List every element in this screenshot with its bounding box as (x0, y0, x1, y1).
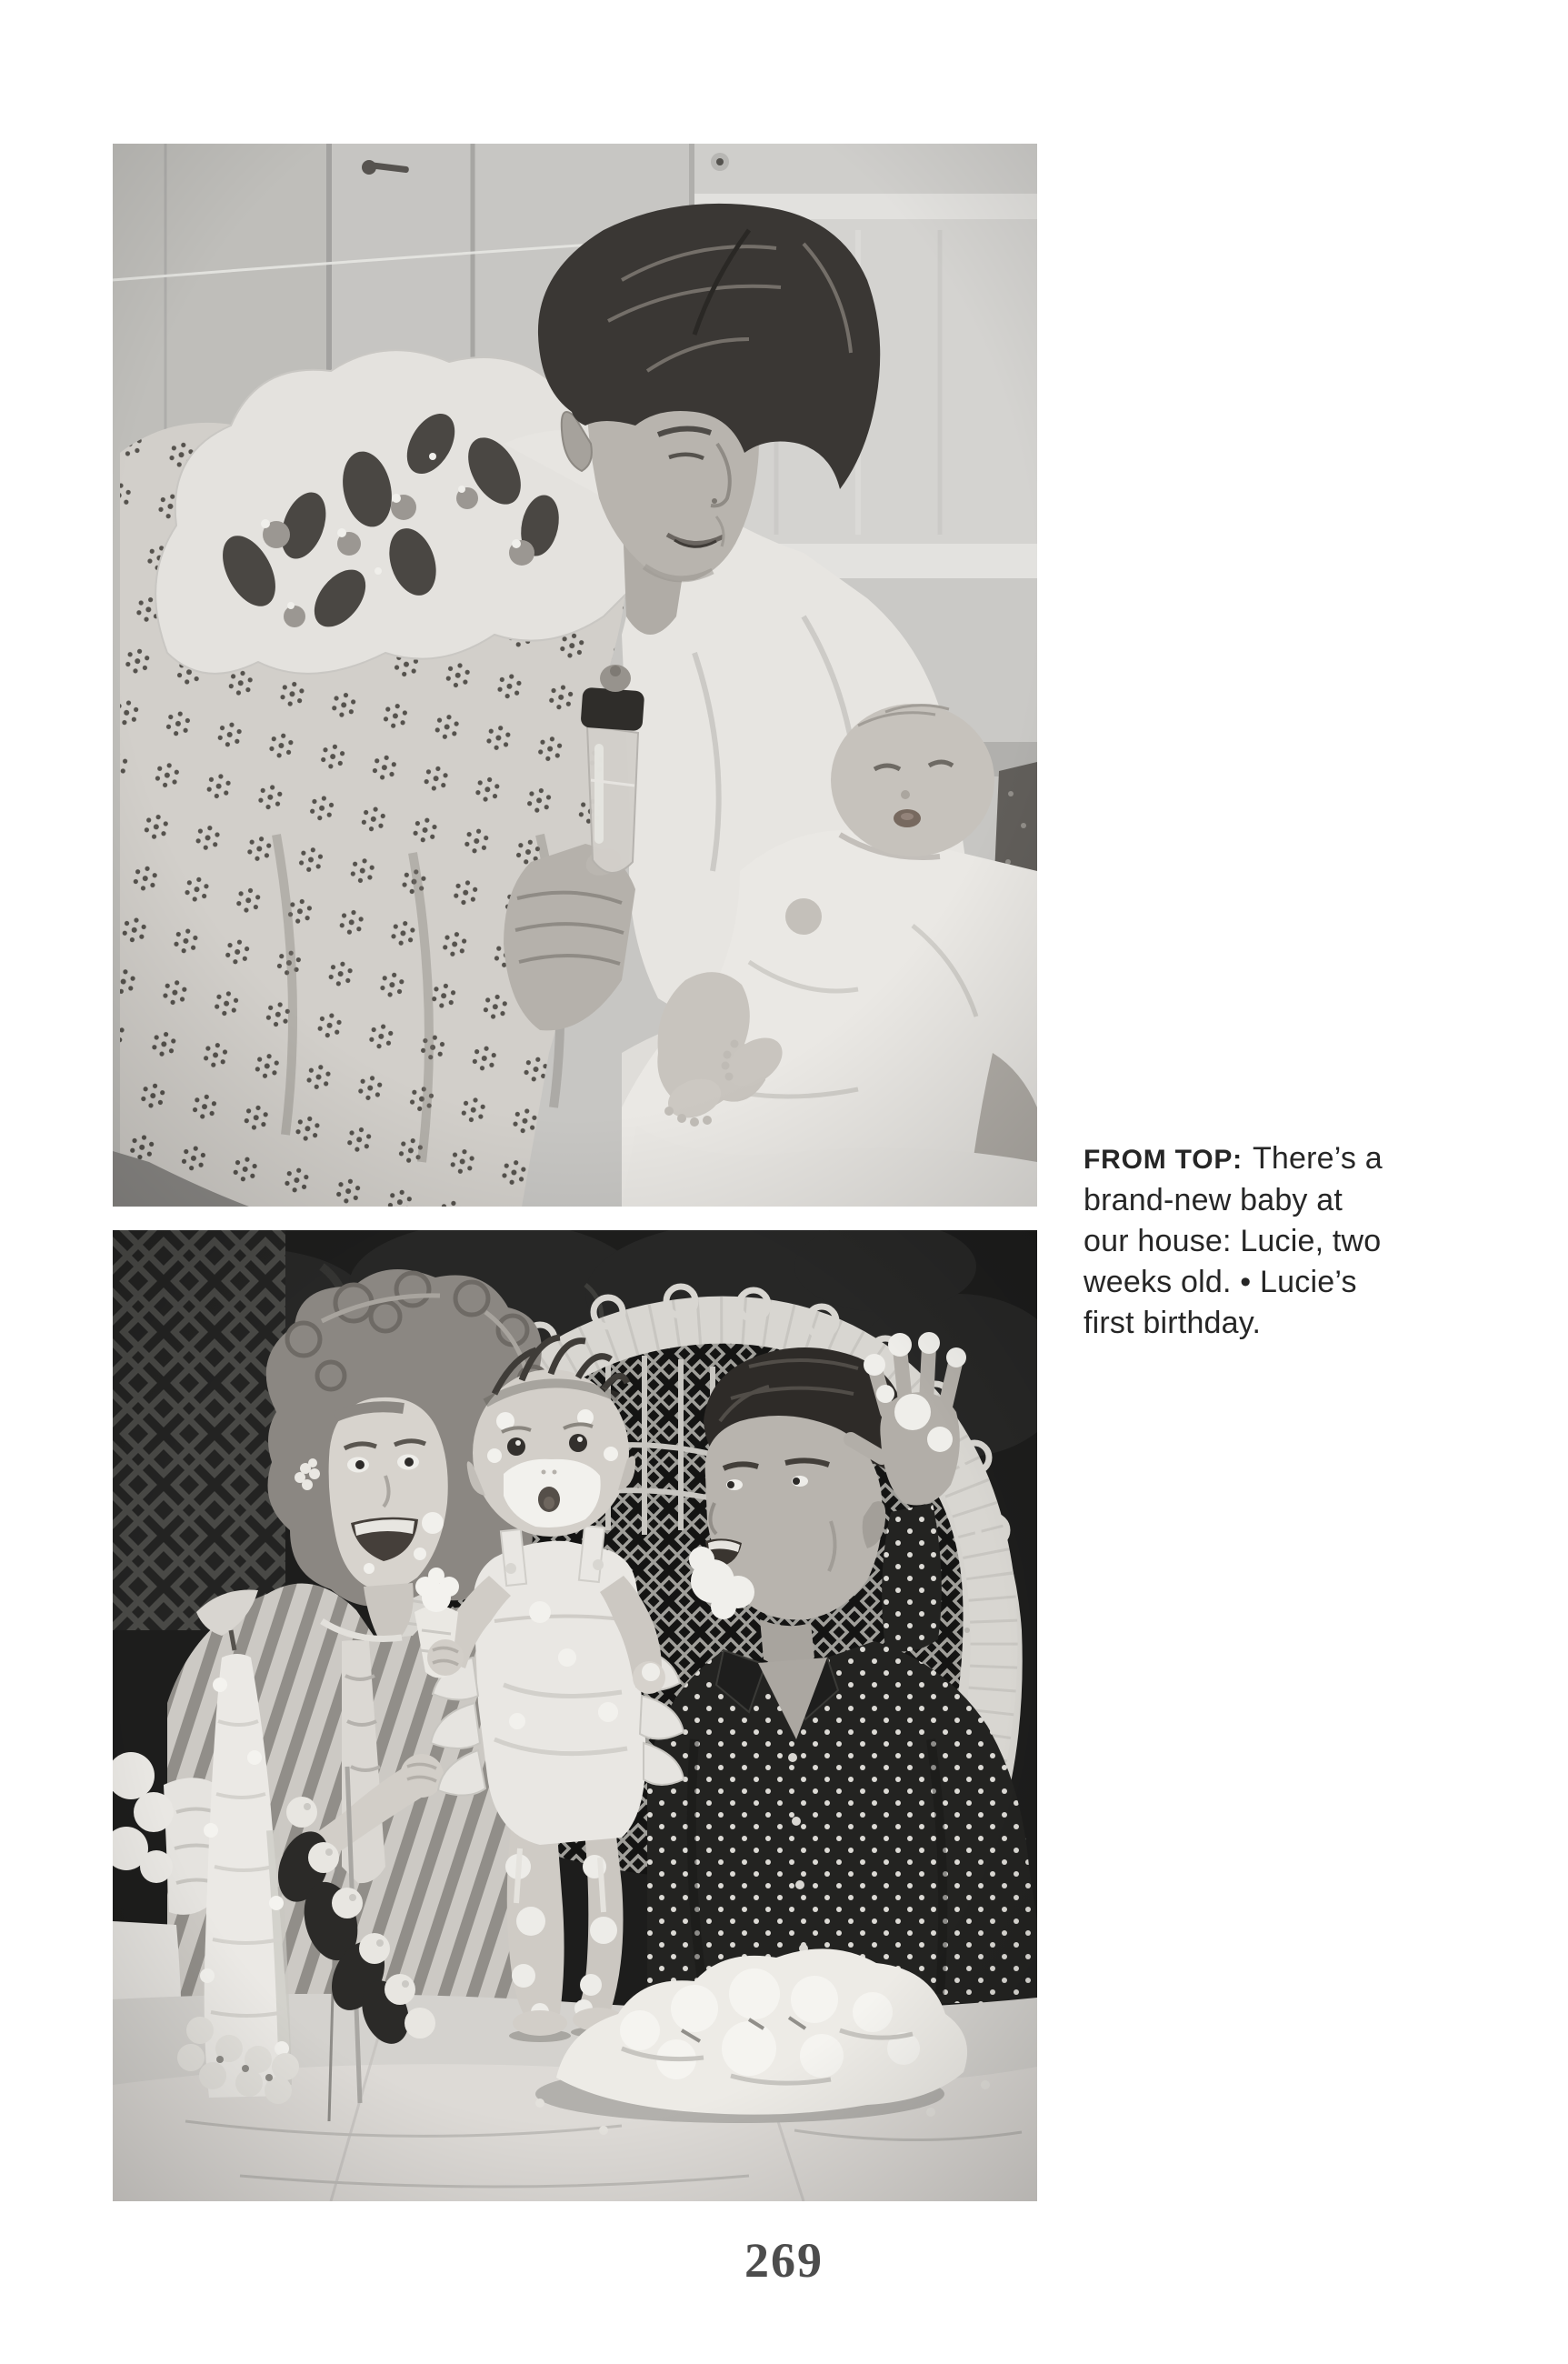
caption-line: our house: Lucie, two (1084, 1224, 1382, 1258)
photo-caption (1084, 1138, 1474, 1344)
caption-text: There’s a (1252, 1141, 1383, 1176)
photo-bottom-birthday (113, 1230, 1037, 2201)
page-number: 269 (744, 2233, 824, 2288)
photo-top-newborn (113, 144, 1037, 1207)
caption-line: brand-new baby at (1084, 1183, 1343, 1217)
caption-line: weeks old. • Lucie’s (1084, 1265, 1357, 1299)
photo-bottom-illustration (113, 1230, 1037, 2201)
caption-line: first birthday. (1084, 1306, 1262, 1340)
vignette (113, 144, 1037, 1207)
caption-line (1084, 1138, 1474, 1180)
vignette (113, 1230, 1037, 2201)
photo-top-illustration (113, 144, 1037, 1207)
caption-lead: FROM TOP: (1084, 1145, 1243, 1175)
